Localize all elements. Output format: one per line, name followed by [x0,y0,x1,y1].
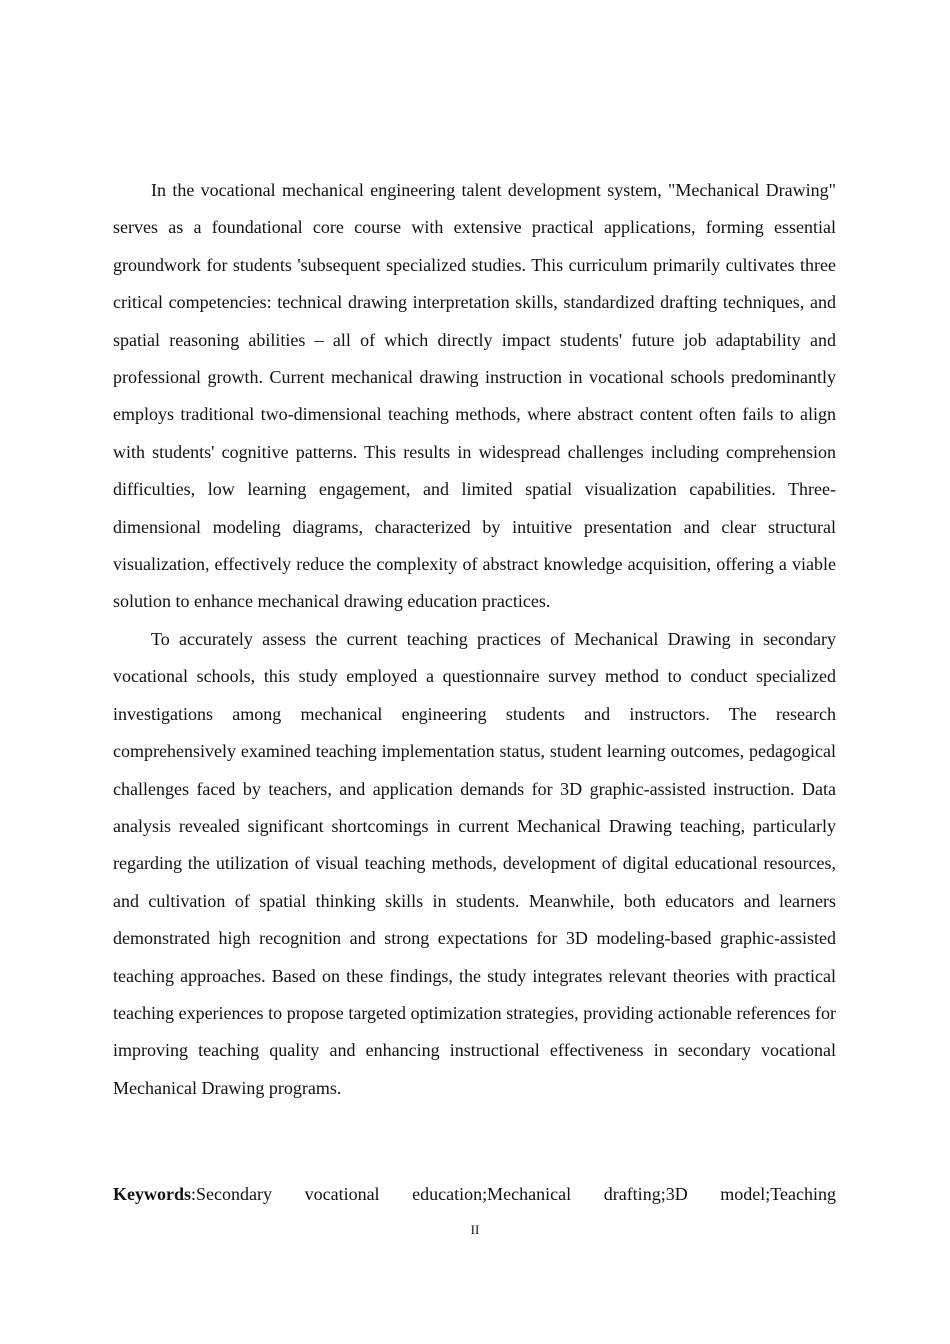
keywords-label: Keywords [113,1184,191,1204]
page-number: II [470,1222,480,1237]
abstract-body [113,172,836,1107]
keywords-line [113,1176,836,1213]
keywords-text: :Secondary vocational education;Mechanical drafting;3D model;Teaching [191,1184,836,1204]
abstract-paragraph-1: In the vocational mechanical engineering talent development system, "Mechanical Drawing" serves as a foundational core course with extensive practical applications, forming essential groundwork for students 'subsequent specialized studies. This curriculum primarily cultivates three critical competencies: technical drawing interpretation skills, standardized drafting techniques, and spatial reasoning abilities – all of which directly impact students' future job adaptability and professional growth. Current mechanical drawing instruction in vocational schools predominantly employs traditional two-dimensional teaching methods, where abstract content often fails to align with students' cognitive patterns. This results in widespread challenges including comprehension difficulties, low learning engagement, and limited spatial visualization capabilities. Three-dimensional modeling diagrams, characterized by intuitive presentation and clear structural visualization, effectively reduce the complexity of abstract knowledge acquisition, offering a viable solution to enhance mechanical drawing education practices. [113,180,836,612]
abstract-paragraph-2: To accurately assess the current teaching practices of Mechanical Drawing in secondary vocational schools, this study employed a questionnaire survey method to conduct specialized investigations among mechanical engineering students and instructors. The research comprehensively examined teaching implementation status, student learning outcomes, pedagogical challenges faced by teachers, and application demands for 3D graphic-assisted instruction. Data analysis revealed significant shortcomings in current Mechanical Drawing teaching, particularly regarding the utilization of visual teaching methods, development of digital educational resources, and cultivation of spatial thinking skills in students. Meanwhile, both educators and learners demonstrated high recognition and strong expectations for 3D modeling-based graphic-assisted teaching approaches. Based on these findings, the study integrates relevant theories with practical teaching experiences to propose targeted optimization strategies, providing actionable references for improving teaching quality and enhancing instructional effectiveness in secondary vocational Mechanical Drawing programs. [113,628,836,1098]
